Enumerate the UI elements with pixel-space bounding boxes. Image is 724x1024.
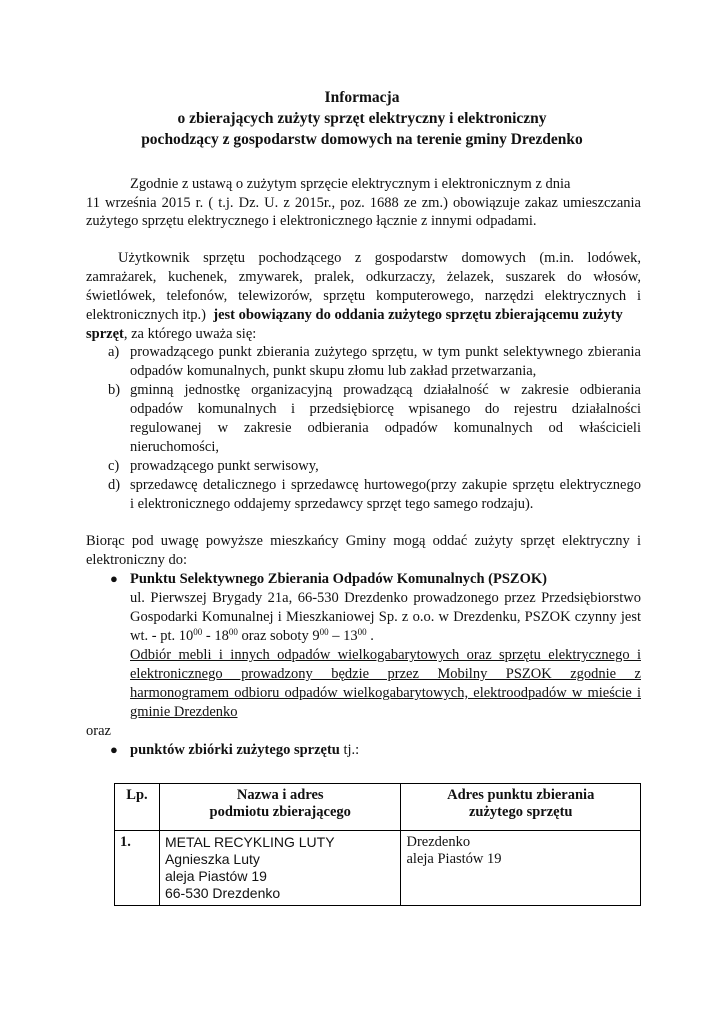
title-line-3: pochodzący z gospodarstw domowych na terenie gminy Drezdenko: [141, 131, 583, 148]
row-name-line-2: Agnieszka Luty: [164, 851, 260, 867]
list-b-line-2: odpadów komunalnych i przedsiębiorcę wpisanego do rejestru działalności: [130, 401, 641, 417]
row-name-address: [159, 831, 401, 906]
list-b-line-3: regulowanej w zakresie odbierania odpadów komunalnych od właścicieli: [130, 420, 641, 436]
list-a-line-2: odpadów komunalnych, punkt skupu złomu lub zakład przetwarzania,: [130, 363, 537, 379]
hours-text-1: wt. - pt. 10: [130, 628, 194, 644]
para3-line-1: Biorąc pod uwagę powyższe mieszkańcy Gminy mogą oddać zużyty sprzęt elektryczny i: [86, 533, 641, 549]
pszok-line-2: Gospodarki Komunalnej i Mieszkaniowej Sp. z o.o. w Drezdenku, PSZOK czynny jest: [130, 609, 641, 625]
header-lp: Lp.: [115, 784, 160, 831]
list-b-line-4: nieruchomości,: [130, 439, 219, 455]
title-line-1: Informacja: [324, 89, 400, 106]
header-address-line-2: zużytego sprzętu: [469, 804, 573, 820]
header-name-line-1: Nazwa i adres: [236, 787, 324, 803]
para2-line-4-start: elektronicznych itp.): [86, 307, 206, 323]
header-name: [159, 784, 401, 831]
pszok-line-1: ul. Pierwszej Brygady 21a, 66-530 Drezdenko prowadzonego przez Przedsiębiorstwo: [130, 590, 641, 606]
hours-text-3: oraz soboty 9: [237, 628, 320, 644]
pszok-heading: Punktu Selektywnego Zbierania Odpadów Komunalnych (PSZOK): [130, 571, 547, 587]
list-marker-b: b): [108, 382, 121, 398]
pszok-mobile-line-3: harmonogramem odbioru odpadów wielkogabarytowych, elektroodpadów w mieście i: [130, 685, 641, 701]
row-name-line-4: 66-530 Drezdenko: [164, 885, 281, 901]
para2-line-2: zamrażarek, kuchenek, zmywarek, pralek, odkurzaczy, żelazek, suszarek do włosów,: [86, 269, 641, 285]
table-row: [115, 831, 641, 906]
oraz-text: oraz: [86, 723, 111, 739]
pszok-hours: [130, 627, 374, 645]
points-heading-rest: tj.:: [339, 742, 360, 758]
list-c-line-1: prowadzącego punkt serwisowy,: [130, 458, 319, 474]
para1-line-2: 11 września 2015 r. ( t.j. Dz. U. z 2015r., poz. 1688 ze zm.) obowiązuje zakaz umieszczania: [86, 195, 641, 211]
pszok-mobile-line-1: Odbiór mebli i innych odpadów wielkogabarytowych oraz sprzętu elektrycznego i: [130, 647, 641, 663]
row-address-line-1: Drezdenko: [406, 834, 471, 850]
para2-line-5-rest: , za którego uważa się:: [123, 326, 257, 342]
bullet-icon: ●: [110, 571, 118, 586]
list-d-line-2: i elektronicznego oddajemy sprzedawcy sprzęt tego samego rodzaju).: [130, 496, 534, 512]
points-heading-bold: punktów zbiórki zużytego sprzętu: [130, 742, 340, 758]
para1-line-3: zużytego sprzętu elektrycznego i elektronicznego łącznie z innymi odpadami.: [86, 213, 537, 229]
para2-line-1: Użytkownik sprzętu pochodzącego z gospodarstw domowych (m.in. lodówek,: [118, 250, 641, 266]
row-address-line-2: aleja Piastów 19: [406, 851, 502, 867]
hours-sup-2: 00: [228, 627, 238, 637]
list-a-line-1: prowadzącego punkt zbierania zużytego sprzętu, w tym punkt selektywnego zbierania: [130, 344, 641, 360]
para2-line-3: świetlówek, telefonów, telewizorów, sprzętu komputerowego, narzędzi elektrycznych i: [86, 288, 641, 304]
pszok-mobile-line-2: elektronicznego prowadzony będzie przez Mobilny PSZOK zgodnie z: [130, 666, 641, 682]
hours-sup-4: 00: [357, 627, 367, 637]
table-header-row: [115, 784, 641, 831]
header-address-line-1: Adres punktu zbierania: [447, 787, 595, 803]
header-address: [401, 784, 641, 831]
para3-line-2: elektroniczny do:: [86, 552, 188, 568]
bullet-icon: ●: [110, 742, 118, 757]
row-name-line-1: METAL RECYKLING LUTY: [164, 834, 335, 850]
para2-sprzet-bold: sprzęt: [86, 326, 124, 342]
hours-text-2: - 18: [202, 628, 229, 644]
para2-line-5: [86, 325, 256, 343]
hours-text-5: .: [366, 628, 374, 644]
header-name-line-2: podmiotu zbierającego: [209, 804, 351, 820]
list-marker-a: a): [108, 344, 120, 360]
title-line-2: o zbierających zużyty sprzęt elektryczny i elektroniczny: [177, 110, 547, 127]
collection-points-table: [114, 783, 641, 906]
para1-line-1: Zgodnie z ustawą o zużytym sprzęcie elektrycznym i elektronicznym z dnia: [130, 176, 571, 192]
points-heading: [130, 741, 359, 759]
pszok-mobile-line-4: gminie Drezdenko: [130, 704, 238, 720]
hours-sup-1: 00: [193, 627, 203, 637]
row-collection-address: [401, 831, 641, 906]
para2-line-4: [86, 306, 623, 324]
list-marker-c: c): [108, 458, 120, 474]
para2-obligation-bold: jest obowiązany do oddania zużytego sprzętu zbierającemu zużyty: [213, 307, 623, 323]
list-b-line-1: gminną jednostkę organizacyjną prowadzącą działalność w zakresie odbierania: [130, 382, 641, 398]
document-title: [0, 87, 724, 150]
list-d-line-1: sprzedawcę detalicznego i sprzedawcę hurtowego(przy zakupie sprzętu elektrycznego: [130, 477, 641, 493]
hours-text-4: – 13: [328, 628, 358, 644]
row-name-line-3: aleja Piastów 19: [164, 868, 267, 884]
list-marker-d: d): [108, 477, 121, 493]
row-lp: 1.: [115, 831, 160, 906]
hours-sup-3: 00: [319, 627, 329, 637]
